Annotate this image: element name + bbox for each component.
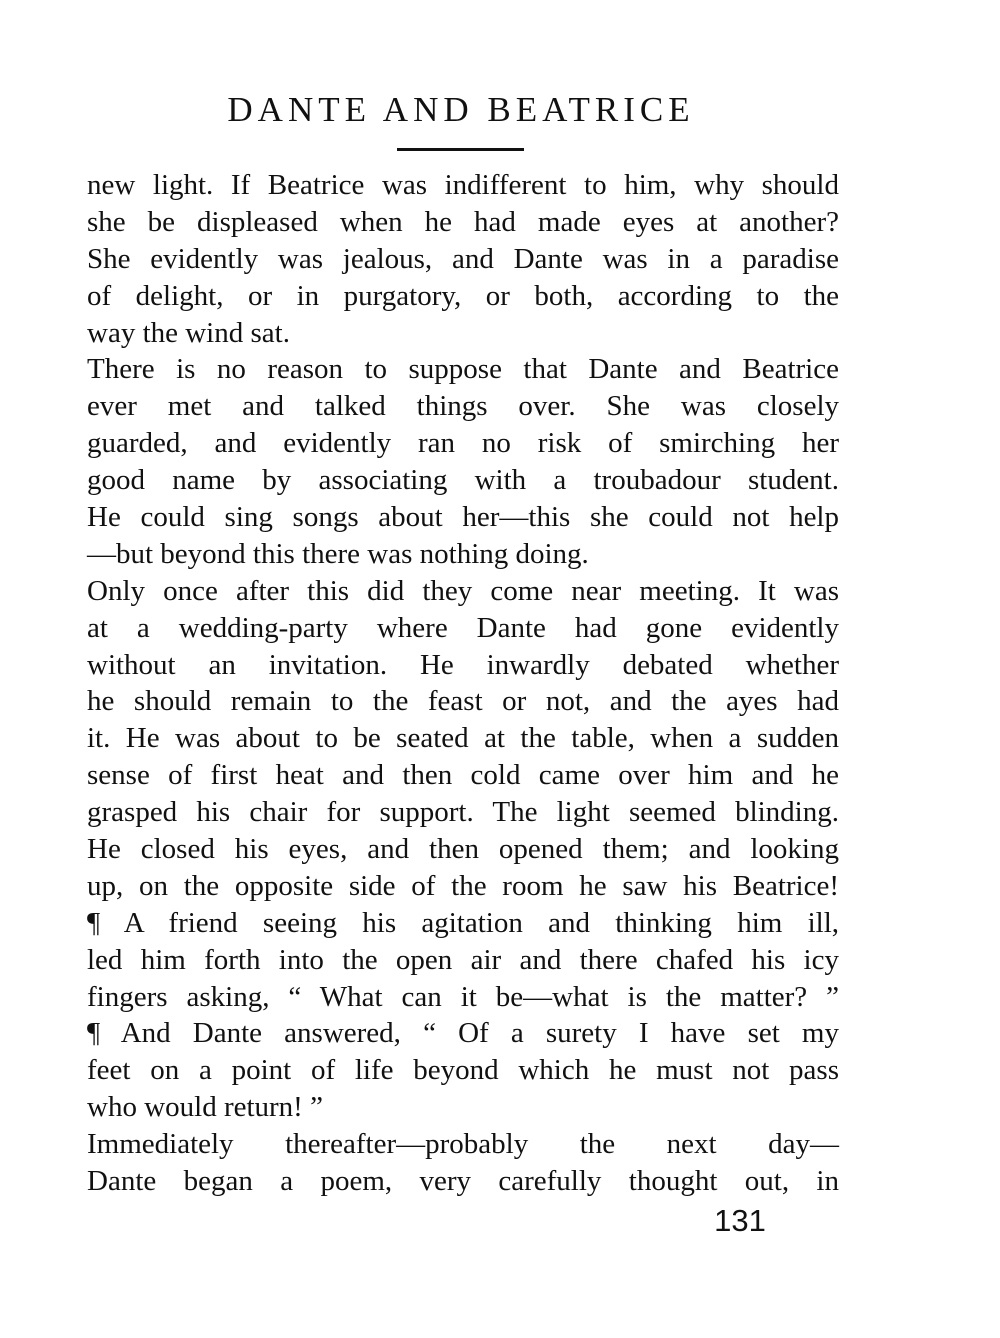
text-line: He closed his eyes, and then opened them; and looking: [87, 833, 839, 866]
text-line: feet on a point of life beyond which he must not pass: [87, 1054, 839, 1087]
text-line: without an invitation. He inwardly debated whether: [87, 648, 839, 681]
text-line: who would return! ”: [87, 1091, 323, 1124]
header-rule: [397, 148, 524, 151]
text-line: of delight, or in purgatory, or both, according to the: [87, 279, 839, 312]
text-line: led him forth into the open air and there chafed his icy: [87, 943, 839, 976]
text-line: sense of first heat and then cold came over him and he: [87, 759, 839, 792]
body-text: [87, 167, 839, 1200]
text-line: good name by associating with a troubadour student.: [87, 464, 839, 497]
text-line: up, on the opposite side of the room he saw his Beatrice!: [87, 869, 839, 902]
text-line: There is no reason to suppose that Dante and Beatrice: [87, 353, 839, 386]
text-line: Only once after this did they come near meeting. It was: [87, 574, 839, 607]
text-line: at a wedding-party where Dante had gone evidently: [87, 611, 839, 644]
text-line: He could sing songs about her—this she could not help: [87, 501, 839, 534]
text-line: She evidently was jealous, and Dante was in a paradise: [87, 242, 839, 275]
text-line: ¶ And Dante answered, “ Of a surety I have set my: [87, 1017, 839, 1050]
text-line: —but beyond this there was nothing doing.: [87, 537, 589, 570]
text-line: guarded, and evidently ran no risk of smirching her: [87, 427, 839, 460]
text-line: new light. If Beatrice was indifferent to him, why should: [87, 169, 839, 201]
text-line: grasped his chair for support. The light seemed blinding.: [87, 796, 839, 829]
text-line: way the wind sat.: [87, 316, 290, 349]
text-line: he should remain to the feast or not, and the ayes had: [87, 685, 839, 718]
text-line: it. He was about to be seated at the table, when a sudden: [87, 722, 839, 755]
text-line: Dante began a poem, very carefully thought out, in: [87, 1165, 839, 1198]
text-line: Immediately thereafter—probably the next day—: [87, 1128, 839, 1161]
text-line: fingers asking, “ What can it be—what is the matter? ”: [87, 980, 839, 1013]
text-line: ¶ A friend seeing his agitation and thinking him ill,: [87, 906, 839, 939]
running-head: DANTE AND BEATRICE: [227, 90, 695, 129]
page-number: 131: [714, 1203, 766, 1238]
text-line: ever met and talked things over. She was closely: [87, 390, 839, 423]
text-line: she be displeased when he had made eyes at another?: [87, 205, 839, 238]
